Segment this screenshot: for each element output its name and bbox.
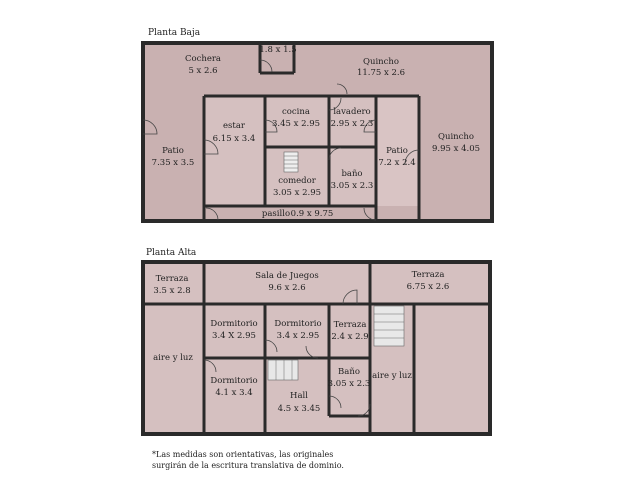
pb-patio-left-name: Patio — [162, 146, 184, 156]
pa-dormitorio3-size: 4.1 x 3.4 — [215, 388, 253, 398]
pa-terraza-right-size: 6.75 x 2.6 — [406, 282, 450, 292]
pb-small-room-size: 1.8 x 1.5 — [259, 45, 297, 55]
pa-dormitorio1-size: 3.4 X 2.95 — [212, 331, 256, 341]
planta-baja-title: Planta Baja — [148, 28, 201, 38]
pa-terraza-mid-size: 2.4 x 2.9 — [331, 332, 369, 342]
pb-lavadero-size: 2.95 x 2.3 — [330, 119, 374, 129]
pb-quincho-right-size: 9.95 x 4.05 — [431, 144, 481, 154]
pa-terraza-mid-name: Terraza — [333, 320, 367, 330]
disclaimer-line-1: *Las medidas son orientativas, las originales — [152, 450, 334, 459]
pa-dormitorio3-name: Dormitorio — [210, 376, 258, 386]
pa-dormitorio1-name: Dormitorio — [210, 319, 258, 329]
pb-estar-name: estar — [223, 121, 245, 131]
pb-quincho-top-name: Quincho — [363, 57, 399, 67]
pa-dormitorio2-name: Dormitorio — [274, 319, 322, 329]
pa-stair-right — [374, 306, 404, 346]
pb-cochera-name: Cochera — [184, 54, 222, 64]
pa-aire-luz-right: aire y luz — [372, 371, 412, 381]
pb-cochera-size: 5 x 2.6 — [188, 66, 218, 76]
pb-stair — [284, 152, 298, 172]
pa-sala-juegos-size: 9.6 x 2.6 — [268, 283, 306, 293]
pb-pasillo-size: 0.9 x 9.75 — [290, 209, 334, 219]
pa-bano-size: 3.05 x 2.3 — [327, 379, 371, 389]
planta-alta-title: Planta Alta — [146, 248, 197, 258]
pb-quincho-right-name: Quincho — [438, 132, 474, 142]
pb-bano-name: baño — [341, 169, 363, 179]
pa-hall-size: 4.5 x 3.45 — [277, 404, 321, 414]
pb-patio-right-name: Patio — [386, 146, 408, 156]
pa-hall-name: Hall — [290, 391, 308, 401]
pb-comedor-size: 3.05 x 2.95 — [272, 188, 322, 198]
pb-lavadero-name: lavadero — [333, 107, 371, 117]
pa-terraza-left-size: 3.5 x 2.8 — [153, 286, 191, 296]
pa-stair-hall — [268, 360, 298, 380]
pb-patio-right-size: 7.2 x 2.4 — [378, 158, 416, 168]
pa-sala-juegos-name: Sala de Juegos — [255, 271, 319, 281]
pb-cocina-name: cocina — [282, 107, 310, 117]
pb-comedor-name: comedor — [278, 176, 316, 186]
pa-aire-luz-left: aire y luz — [153, 353, 193, 363]
pb-cocina-size: 3.45 x 2.95 — [271, 119, 321, 129]
disclaimer-note — [152, 449, 344, 471]
pa-bano-name: Baño — [338, 367, 360, 377]
pa-terraza-right-name: Terraza — [411, 270, 445, 280]
pa-terraza-left-name: Terraza — [155, 274, 189, 284]
pa-dormitorio2-size: 3.4 x 2.95 — [276, 331, 320, 341]
pb-patio-left-size: 7.35 x 3.5 — [151, 158, 195, 168]
pb-quincho-top-size: 11.75 x 2.6 — [356, 68, 406, 78]
pb-pasillo-name: pasillo — [261, 209, 291, 219]
pb-estar-size: 6.15 x 3.4 — [212, 134, 256, 144]
pb-bano-size: 3.05 x 2.3 — [330, 181, 374, 191]
disclaimer-line-2: surgirán de la escritura translativa de dominio. — [152, 461, 344, 470]
